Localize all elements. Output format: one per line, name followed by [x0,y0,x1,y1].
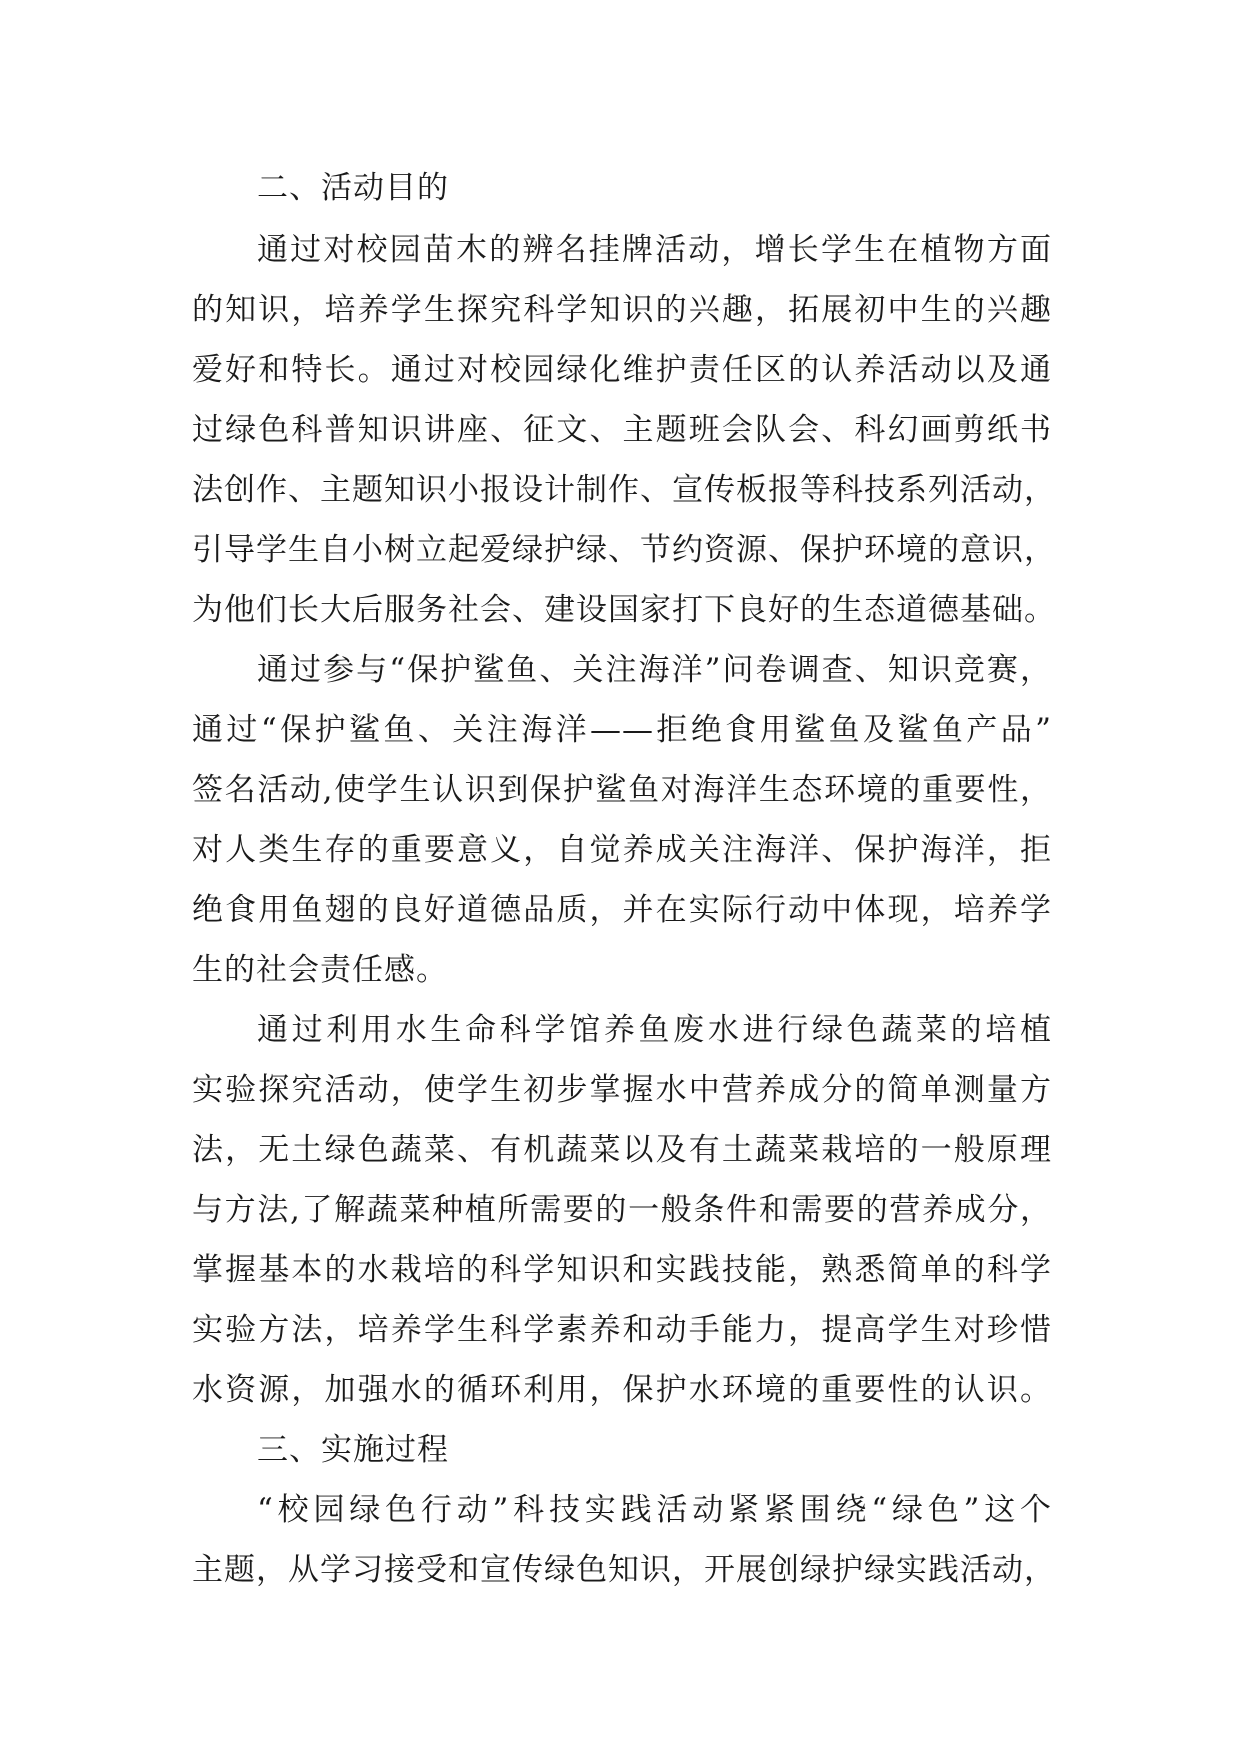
paragraph-line: “校园绿色行动”科技实践活动紧紧围绕“绿色”这个 [257,1492,1052,1528]
paragraph-line: 实验方法，培养学生科学素养和动手能力，提高学生对珍惜 [192,1312,1052,1348]
paragraph-line: 爱好和特长。通过对校园绿化维护责任区的认养活动以及通 [192,352,1052,388]
paragraph-line: 生的社会责任感。 [192,952,448,988]
paragraph-line: 实验探究活动，使学生初步掌握水中营养成分的简单测量方 [192,1072,1052,1108]
paragraph-line: 通过“保护鲨鱼、关注海洋——拒绝食用鲨鱼及鲨鱼产品” [192,712,1052,748]
paragraph-line: 过绿色科普知识讲座、征文、主题班会队会、科幻画剪纸书 [192,412,1052,448]
section-heading-3: 三、实施过程 [257,1432,449,1468]
paragraph-line: 为他们长大后服务社会、建设国家打下良好的生态道德基础。 [192,592,1056,628]
paragraph-line: 绝食用鱼翅的良好道德品质，并在实际行动中体现，培养学 [192,892,1052,928]
paragraph-line: 通过参与“保护鲨鱼、关注海洋”问卷调查、知识竞赛， [257,652,1052,688]
paragraph-line: 对人类生存的重要意义，自觉养成关注海洋、保护海洋，拒 [192,832,1052,868]
paragraph-line: 与方法,了解蔬菜种植所需要的一般条件和需要的营养成分， [192,1192,1052,1228]
paragraph-line: 法，无土绿色蔬菜、有机蔬菜以及有土蔬菜栽培的一般原理 [192,1132,1052,1168]
paragraph-line: 主题，从学习接受和宣传绿色知识，开展创绿护绿实践活动， [192,1552,1056,1588]
paragraph-line: 通过利用水生命科学馆养鱼废水进行绿色蔬菜的培植 [257,1012,1052,1048]
paragraph-line: 引导学生自小树立起爱绿护绿、节约资源、保护环境的意识， [192,532,1056,568]
paragraph-line: 签名活动,使学生认识到保护鲨鱼对海洋生态环境的重要性， [192,772,1052,808]
paragraph-line: 通过对校园苗木的辨名挂牌活动，增长学生在植物方面 [257,232,1052,268]
paragraph-line: 的知识，培养学生探究科学知识的兴趣，拓展初中生的兴趣 [192,292,1052,328]
paragraph-line: 水资源，加强水的循环利用，保护水环境的重要性的认识。 [192,1372,1052,1408]
section-heading-2: 二、活动目的 [257,170,449,206]
paragraph-line: 掌握基本的水栽培的科学知识和实践技能，熟悉简单的科学 [192,1252,1052,1288]
paragraph-line: 法创作、主题知识小报设计制作、宣传板报等科技系列活动， [192,472,1056,508]
